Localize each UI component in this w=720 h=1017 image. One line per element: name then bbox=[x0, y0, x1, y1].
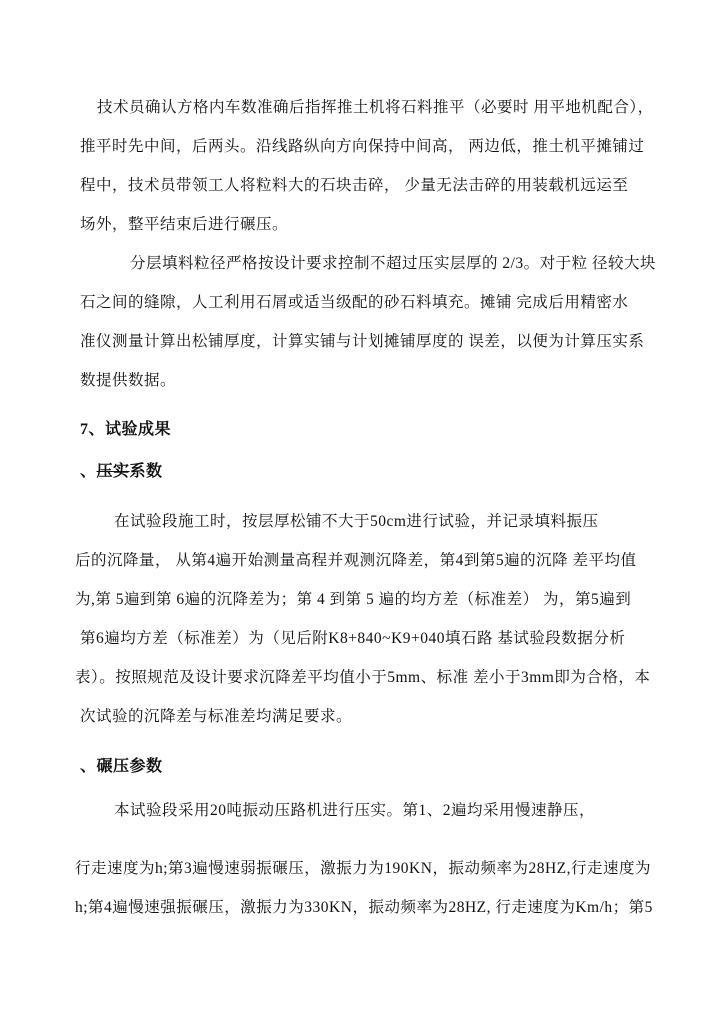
subheading-compaction-coefficient bbox=[80, 452, 648, 491]
subheading-rest: 系数 bbox=[129, 463, 163, 480]
text-line: 数提供数据。 bbox=[80, 372, 177, 389]
text-line: 第6遍均方差（标准差）为（见后附K8+840~K9+040填石路 基试验段数据分析 bbox=[80, 630, 626, 647]
paragraph-spreading bbox=[80, 88, 654, 244]
paragraph-layer-fill bbox=[80, 244, 657, 400]
text-line: h;第4遍慢速强振碾压，激振力为330KN，振动频率为28HZ, 行走速度为Km/h；第5 bbox=[75, 899, 653, 916]
section-heading-test-results: 7、试验成果 bbox=[80, 421, 172, 438]
text-line: 准仪测量计算出松铺厚度，计算实铺与计划摊铺厚度的 误差，以便为计算压实系 bbox=[80, 333, 645, 350]
text-line: 后的沉降量， 从第4遍开始测量高程并观测沉降差，第4到第5遍的沉降 差平均值 bbox=[75, 552, 637, 569]
paragraph-rolling bbox=[75, 791, 653, 927]
subheading-rolling-parameters: 、碾压参数 bbox=[80, 758, 163, 775]
paragraph-settlement bbox=[75, 502, 651, 736]
text-line: 次试验的沉降差与标准差均满足要求。 bbox=[80, 708, 353, 725]
text-line: 本试验段采用20吨振动压路机进行压实。第1、2遍均采用慢速静压， bbox=[114, 802, 596, 819]
subheading-struck-text: 压实 bbox=[96, 463, 130, 480]
text-line: 程中，技术员带领工人将粒料大的石块击碎， 少量无法击碎的用装载机远运至 bbox=[80, 177, 629, 194]
text-line: 表）。按照规范及设计要求沉降差平均值小于5mm、标准 差小于3mm即为合格，本 bbox=[75, 669, 651, 686]
text-line: 在试验段施工时，按层厚松铺不大于50cm进行试验，并记录填料振压 bbox=[114, 513, 599, 530]
text-line: 场外，整平结束后进行碾压。 bbox=[80, 216, 289, 233]
text-line: 行走速度为h;第3遍慢速弱振碾压，激振力为190KN，振动频率为28HZ,行走速度为 bbox=[75, 860, 651, 877]
text-line: 分层填料粒径严格按设计要求控制不超过压实层厚的 2/3。对于粒 径较大块 bbox=[130, 255, 657, 272]
text-line: 推平时先中间，后两头。沿线路纵向方向保持中间高， 两边低，推土机平摊铺过 bbox=[80, 138, 645, 155]
subheading-prefix: 、 bbox=[80, 463, 97, 480]
text-line: 石之间的缝隙，人工利用石屑或适当级配的砂石料填充。摊铺 完成后用精密水 bbox=[80, 294, 629, 311]
text-line: 技术员确认方格内车数准确后指挥推土机将石料推平（必要时 用平地机配合）， bbox=[97, 99, 654, 116]
text-line: 为,第 5遍到第 6遍的沉降差为；第 4 到第 5 遍的均方差（标准差） 为，第5遍到 bbox=[75, 591, 632, 608]
